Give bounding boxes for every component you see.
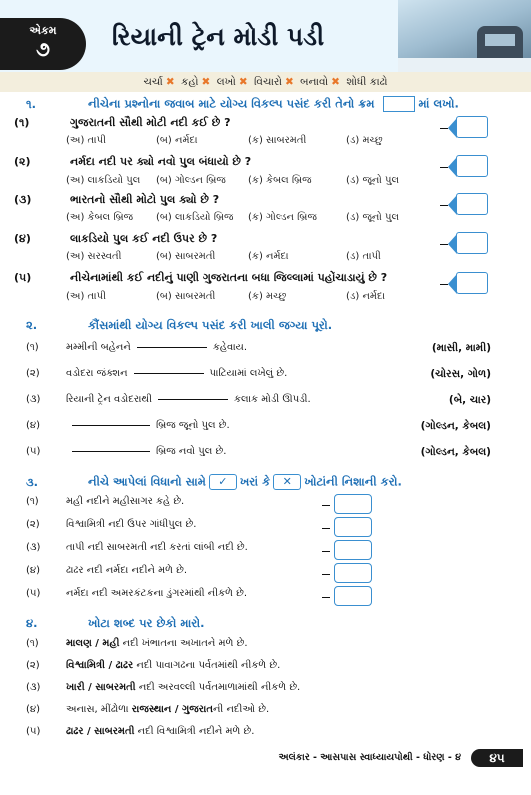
true-false-box[interactable]: [334, 540, 372, 560]
cross-icon: ✕: [273, 474, 301, 490]
unit-label: એકમ: [29, 24, 57, 37]
section-instruction: ખોટા શબ્દ પર છેકો મારો.: [88, 616, 205, 630]
option: (ક) કેબલ બ્રિજ: [248, 175, 312, 186]
option: (ક) સાબરમતી: [248, 135, 307, 146]
option: (બ) સાબરમતી: [156, 251, 216, 262]
option: (ક) નર્મદા: [248, 251, 289, 262]
row-number: (૫): [26, 446, 41, 457]
row-number: (૧): [26, 638, 39, 649]
row-text: નદી પાવાગઢના પર્વતમાંથી નીકળે છે.: [136, 660, 281, 671]
word-choice[interactable]: ખારી / સાબરમતી: [66, 682, 136, 693]
header: [0, 0, 531, 72]
row-text: ની નદીઓ છે.: [212, 704, 270, 715]
options-1: [66, 135, 383, 146]
tf-row-1: [26, 496, 185, 507]
row-number: (૫): [26, 588, 41, 599]
skill-item: કહો: [181, 76, 199, 88]
true-false-box[interactable]: [334, 517, 372, 537]
row-text: મહી નદીને મહીસાગર કહે છે.: [66, 496, 185, 507]
row-number: (૪): [26, 565, 41, 576]
row-text: નદી અરવલ્લી પર્વતમાળામાંથી નીકળે છે.: [138, 682, 301, 693]
section-instruction: કૌંસમાંથી યોગ્ય વિકલ્પ પસંદ કરી ખાલી જગ્યા પૂરો.: [88, 318, 333, 332]
fill-row-4: [26, 420, 230, 431]
dash: [322, 551, 330, 552]
fill-row-1: [26, 342, 248, 353]
dash: [440, 128, 448, 129]
question-text: નર્મદા નદી પર ક્યો નવો પુલ બંધાયો છે ?: [70, 155, 252, 168]
option: (અ) કેબલ બ્રિજ: [66, 212, 134, 223]
footer-text: અલંકાર - આસપાસ સ્વાધ્યાયપોથી - ધોરણ - ૪: [278, 752, 461, 763]
dash: [440, 244, 448, 245]
option: (ડ) મચ્છુ: [346, 135, 383, 146]
sep-icon: ✖: [238, 76, 248, 88]
true-false-box[interactable]: [334, 586, 372, 606]
question-number: (૪): [14, 232, 31, 245]
section-1-heading: [10, 96, 459, 112]
row-text: નદી વિશ્વામિત્રી નદીને મળે છે.: [137, 726, 255, 737]
answer-box[interactable]: [456, 193, 488, 215]
hint: (બે, ચાર): [448, 394, 491, 406]
word-choice[interactable]: માલણ / મહી: [66, 638, 120, 649]
sep-icon: ✖: [331, 76, 340, 88]
row-text: ઢાઢર નદી નર્મદા નદીને મળે છે.: [66, 565, 188, 576]
fill-row-2: [26, 368, 288, 379]
unit-badge: [0, 18, 86, 70]
section-instruction: ખોટાંની નિશાની કરો.: [304, 474, 402, 489]
train-snow-image: [398, 0, 531, 72]
blank-line[interactable]: [72, 425, 150, 426]
tf-row-2: [26, 519, 197, 530]
option: (બ) નર્મદા: [156, 135, 198, 146]
row-number: (૨): [26, 519, 40, 530]
options-3: [66, 212, 399, 223]
skill-item: લખો: [216, 76, 236, 88]
row-text: મમ્મીની બહેનને: [66, 342, 131, 353]
question-number: (૫): [14, 271, 32, 284]
row-number: (૨): [26, 660, 40, 671]
option: (ડ) જૂનો પુલ: [346, 175, 400, 186]
option: (ક) મચ્છુ: [248, 291, 287, 302]
dash: [440, 284, 448, 285]
footer: [0, 731, 531, 795]
section-number: ૩.: [26, 474, 39, 489]
word-choice[interactable]: રાજસ્થાન / ગુજરાત: [131, 704, 213, 715]
option: (બ) લાકડિયો બ્રિજ: [156, 212, 234, 223]
blank-line[interactable]: [137, 347, 207, 348]
answer-box[interactable]: [456, 272, 488, 294]
row-number: (૧): [26, 342, 39, 353]
option: (ક) ગોલ્ડન બ્રિજ: [248, 212, 317, 223]
blank-line[interactable]: [134, 373, 204, 374]
page-number: ૪૫: [471, 749, 523, 767]
section-instruction: નીચેના પ્રશ્નોના જવાબ માટે યોગ્ય વિકલ્પ પસંદ કરી તેનો ક્રમ: [88, 96, 375, 111]
question-number: (૩): [14, 193, 32, 206]
option: (ડ) નર્મદા: [346, 291, 386, 302]
question-text: નીચેનામાંથી કઈ નદીનું પાણી ગુજરાતના બધા જિલ્લામાં પહોંચાડાયું છે ?: [70, 271, 388, 284]
row-text: કલાક મોડી ઊપડી.: [233, 394, 311, 405]
fill-row-3: [26, 394, 311, 405]
question-3: [10, 193, 219, 207]
section-number: ૧.: [26, 96, 37, 111]
answer-sample-box: [383, 96, 415, 112]
option: (ડ) તાપી: [346, 251, 381, 262]
skill-item: બનાવો: [300, 76, 329, 88]
option: (અ) તાપી: [66, 291, 106, 302]
row-text: તાપી નદી સાબરમતી નદી કરતાં લાંબી નદી છે.: [66, 542, 248, 553]
row-text: અનાસ, મીંઢોળા: [66, 704, 129, 715]
section-instruction: નીચે આપેલાં વિધાનો સામે: [88, 474, 206, 489]
hint: (ચોરસ, ગોળ): [430, 368, 491, 380]
section-instruction: ખરાં કે: [239, 474, 271, 489]
word-choice[interactable]: ઢાઢર / સાબરમતી: [66, 726, 135, 737]
strike-row-2: [26, 660, 281, 671]
row-number: (૪): [26, 704, 41, 715]
options-4: [66, 251, 381, 262]
fill-row-5: [26, 446, 227, 457]
row-number: (૩): [26, 394, 41, 405]
row-number: (૩): [26, 542, 41, 553]
skill-item: શોધી કાઢો: [346, 76, 388, 88]
checkmark-icon: ✓: [209, 474, 237, 490]
option: (અ) સરસ્વતી: [66, 251, 122, 262]
section-instruction-end: માં લખો.: [418, 96, 459, 111]
row-text: કહેવાય.: [212, 342, 248, 353]
option: (ડ) જૂનો પુલ: [346, 212, 400, 223]
answer-box[interactable]: [456, 155, 488, 177]
page-title: રિયાની ટ્રેન મોડી પડી: [112, 22, 325, 51]
question-5: [10, 271, 387, 285]
option: (બ) સાબરમતી: [156, 291, 216, 302]
section-3-heading: [10, 474, 402, 490]
skill-item: ચર્ચા: [143, 76, 163, 88]
row-text: નર્મદા નદી અમરકંટકના ડુંગરમાંથી નીકળે છે.: [66, 588, 248, 599]
option: (અ) લાકડિયો પુલ: [66, 175, 141, 186]
row-number: (૪): [26, 420, 41, 431]
row-text: રિયાની ટ્રેન વડોદરાથી: [66, 394, 152, 405]
blank-line[interactable]: [158, 399, 228, 400]
answer-box[interactable]: [456, 232, 488, 254]
row-text: નદી ખંભાતના અખાતને મળે છે.: [122, 638, 248, 649]
strike-row-1: [26, 638, 248, 649]
strike-row-4: [26, 704, 270, 715]
tf-row-4: [26, 565, 188, 576]
hint: (ગોલ્ડન, કેબલ): [420, 420, 491, 432]
dash: [322, 505, 330, 506]
section-number: ૨.: [26, 318, 38, 332]
sep-icon: ✖: [165, 76, 175, 88]
sep-icon: ✖: [285, 76, 294, 88]
option: (બ) ગોલ્ડન બ્રિજ: [156, 175, 226, 186]
row-text: બ્રિજ નવો પુલ છે.: [156, 446, 227, 457]
dash: [440, 167, 448, 168]
dash: [322, 528, 330, 529]
strike-row-3: [26, 682, 301, 693]
question-1: [10, 116, 230, 130]
sep-icon: ✖: [201, 76, 211, 88]
row-text: વડોદરા જંક્શન: [66, 368, 128, 379]
question-text: લાકડિયો પુલ કઈ નદી ઉપર છે ?: [70, 232, 218, 245]
question-number: (૨): [14, 155, 31, 168]
section-4-heading: [10, 616, 205, 631]
blank-line[interactable]: [72, 451, 150, 452]
dash: [322, 574, 330, 575]
row-text: પાટિયામાં લખેલું છે.: [209, 368, 288, 379]
row-text: વિશ્વામિત્રી નદી ઉપર ગાંધીપુલ છે.: [66, 519, 197, 530]
row-number: (૩): [26, 682, 41, 693]
dash: [440, 205, 448, 206]
dash: [322, 597, 330, 598]
row-number: (૨): [26, 368, 40, 379]
skills-bar: [0, 72, 531, 92]
hint: (ગોલ્ડન, કેબલ): [420, 446, 491, 458]
section-2-heading: [10, 318, 332, 333]
question-4: [10, 232, 217, 246]
tf-row-5: [26, 588, 248, 599]
question-text: ભારતનો સૌથી મોટો પુલ ક્યો છે ?: [70, 193, 220, 206]
snow-ground: [398, 58, 531, 72]
hint: (માસી, મામી): [431, 342, 491, 354]
row-number: (૧): [26, 496, 39, 507]
options-5: [66, 291, 385, 302]
section-number: ૪.: [26, 616, 38, 630]
answer-box[interactable]: [456, 116, 488, 138]
skill-item: વિચારો: [254, 76, 282, 88]
question-2: [10, 155, 251, 169]
tf-row-3: [26, 542, 248, 553]
row-number: (૫): [26, 726, 41, 737]
true-false-box[interactable]: [334, 494, 372, 514]
true-false-box[interactable]: [334, 563, 372, 583]
word-choice[interactable]: વિશ્વામિત્રી / ઢાઢર: [66, 660, 134, 671]
row-text: બ્રિજ જૂનો પુલ છે.: [156, 420, 230, 431]
question-number: (૧): [14, 116, 30, 129]
question-text: ગુજરાતની સૌથી મોટી નદી કઈ છે ?: [70, 116, 231, 129]
option: (અ) તાપી: [66, 135, 106, 146]
unit-number: ૭: [36, 37, 50, 61]
options-2: [66, 175, 399, 186]
